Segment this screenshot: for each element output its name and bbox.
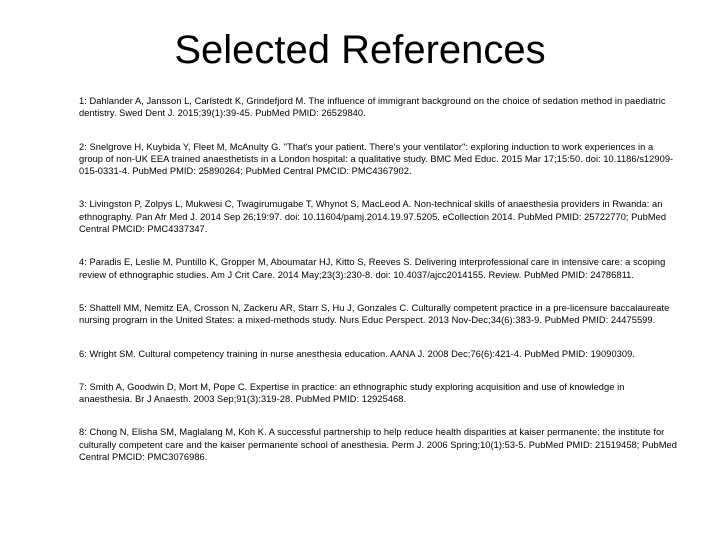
reference-item: 8: Chong N, Elisha SM, Maglalang M, Koh K. A successful partnership to help reduce health disparities at kaiser permanente: the institute for culturally competent care and the kaiser permanente school of anesthesia. Perm J. 2006 Spring;10(1):53-5. PubMed PMID: 21519458; PubMed Central PMCID: PMC3076986. <box>79 427 677 463</box>
reference-item: 4: Paradis E, Leslie M, Puntillo K, Gropper M, Aboumatar HJ, Kitto S, Reeves S. Delivering interprofessional care in intensive care: a scoping review of ethnographic studies. Am J Crit Care. 2014 May;23(3):230-8. doi: 10.4037/ajcc2014155. Review. PubMed PMID: 24786811. <box>79 257 666 280</box>
reference-list <box>79 95 679 484</box>
reference-item: 5: Shattell MM, Nemitz EA, Crosson N, Zackeru AR, Starr S, Hu J, Gonzales C. Culturally competent practice in a pre-licensure baccalaureate nursing program in the United States: a mixed-methods study. Nurs Educ Perspect. 2013 Nov-Dec;34(6):383-9. PubMed PMID: 24475599. <box>79 302 670 326</box>
reference-item: 7: Smith A, Goodwin D, Mort M, Pope C. Expertise in practice: an ethnographic study exploring acquisition and use of knowledge in anaesthesia. Br J Anaesth. 2003 Sep;91(3):319-28. PubMed PMID: 12925468. <box>79 381 625 405</box>
reference-item: 3: Livingston P, Zolpys L, Mukwesi C, Twagirumugabe T, Whynot S, MacLeod A. Non-technical skills of anaesthesia providers in Rwanda: an ethnography. Pan Afr Med J. 2014 Sep 26;19:97. doi: 10.11604/pamj.2014.19.97.5205. eCollection 2014. PubMed PMID: 25722770; PubMed Central PMCID: PMC4337347. <box>79 199 667 235</box>
reference-item: 2: Snelgrove H, Kuybida Y, Fleet M, McAnulty G. "That's your patient. There's your ventilator": exploring induction to work experiences in a group of non-UK EEA trained anaesthetists in a London hospital: a qualitative study. BMC Med Educ. 2015 Mar 17;15:50. doi: 10.1186/s12909-015-0331-4. PubMed PMID: 25890264; PubMed Central PMCID: PMC4367902. <box>79 141 674 177</box>
reference-item: 1: Dahlander A, Jansson L, Carlstedt K, Grindefjord M. The influence of immigrant background on the choice of sedation method in paediatric dentistry. Swed Dent J. 2015;39(1):39-45. PubMed PMID: 26529840. <box>79 96 666 119</box>
slide-title: Selected References <box>174 28 546 72</box>
reference-item: 6: Wright SM. Cultural competency training in nurse anesthesia education. AANA J. 2008 Dec;76(6):421-4. PubMed PMID: 19090309. <box>79 348 635 359</box>
